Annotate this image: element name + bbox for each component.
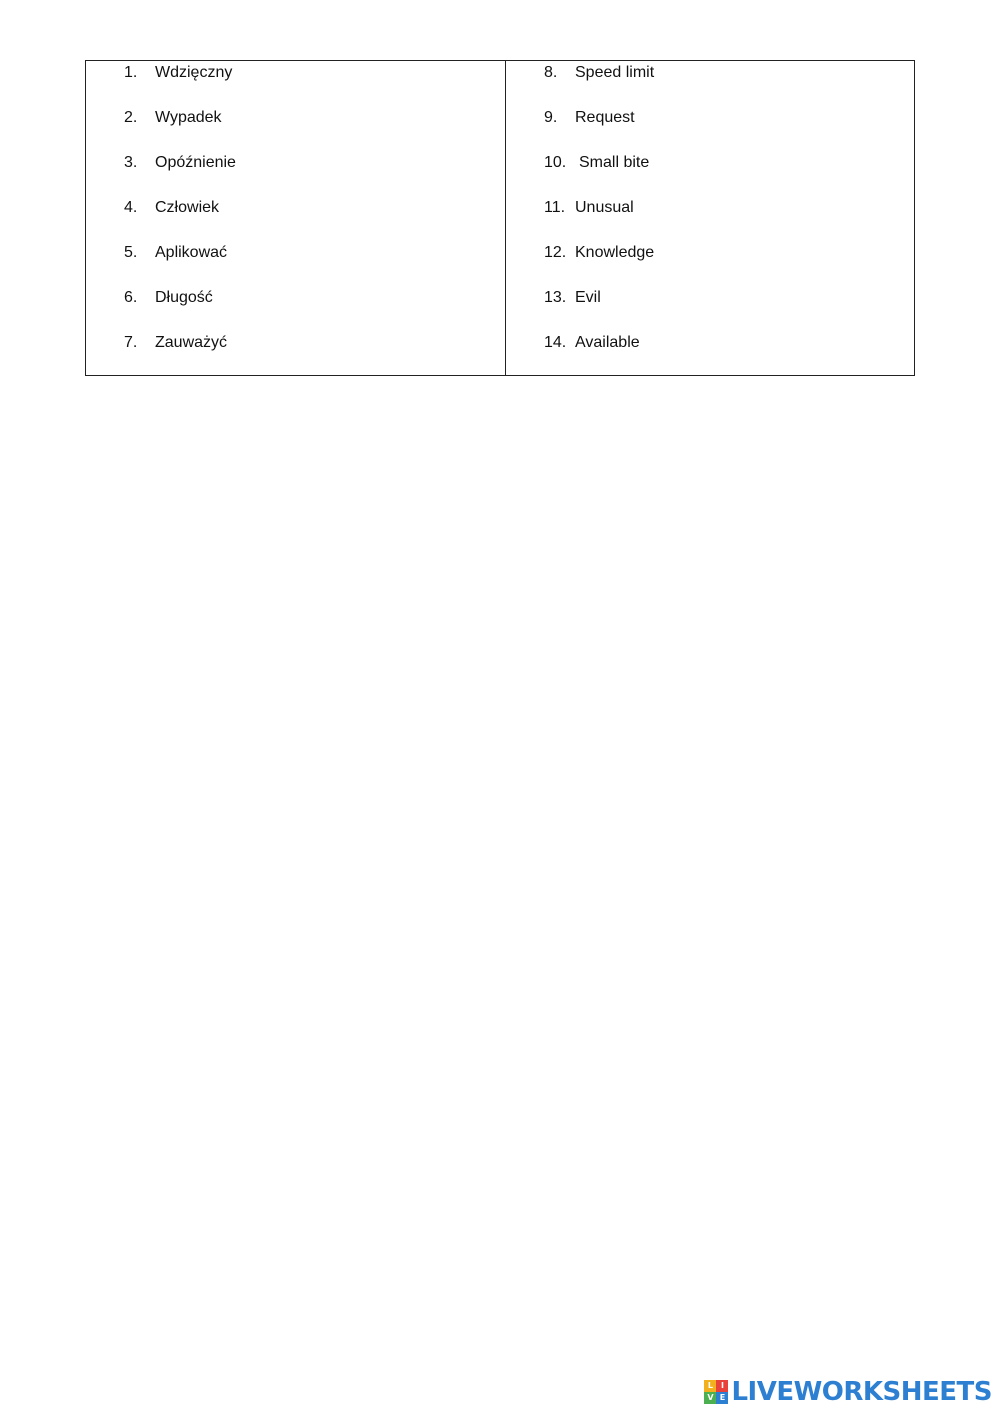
item-number: 2. [124,109,138,126]
logo-letter: V [704,1392,716,1404]
item-word: Człowiek [155,199,220,216]
item-number: 3. [124,154,138,171]
item-number: 4. [124,199,138,216]
item-word: Opóźnienie [155,154,236,171]
item-number: 5. [124,244,138,261]
item-word: Small bite [579,154,650,171]
logo-letter: I [716,1380,728,1392]
item-word: Zauważyć [155,334,228,351]
item-word: Speed limit [575,64,655,81]
item-word: Evil [575,289,601,306]
vocabulary-table [85,60,915,376]
left-column [86,61,505,375]
item-word: Wypadek [155,109,222,126]
item-number: 1. [124,64,138,81]
item-number: 7. [124,334,138,351]
item-number: 9. [544,109,558,126]
item-number: 10. [544,154,567,171]
item-word: Długość [155,289,213,306]
item-number: 14. [544,334,567,351]
liveworksheets-logo [704,1377,992,1407]
item-word: Request [575,109,635,126]
item-number: 11. [544,199,566,216]
right-column [506,61,914,375]
item-word: Wdzięczny [155,64,233,81]
item-word: Available [575,334,640,351]
logo-letter: L [704,1380,716,1392]
item-number: 8. [544,64,558,81]
item-number: 12. [544,244,567,261]
item-word: Unusual [575,199,634,216]
item-number: 6. [124,289,138,306]
logo-text: LIVEWORKSHEETS [731,1377,992,1407]
item-number: 13. [544,289,567,306]
logo-icon [704,1380,728,1404]
logo-letter: E [716,1392,728,1404]
item-word: Aplikować [155,244,228,261]
item-word: Knowledge [575,244,655,261]
